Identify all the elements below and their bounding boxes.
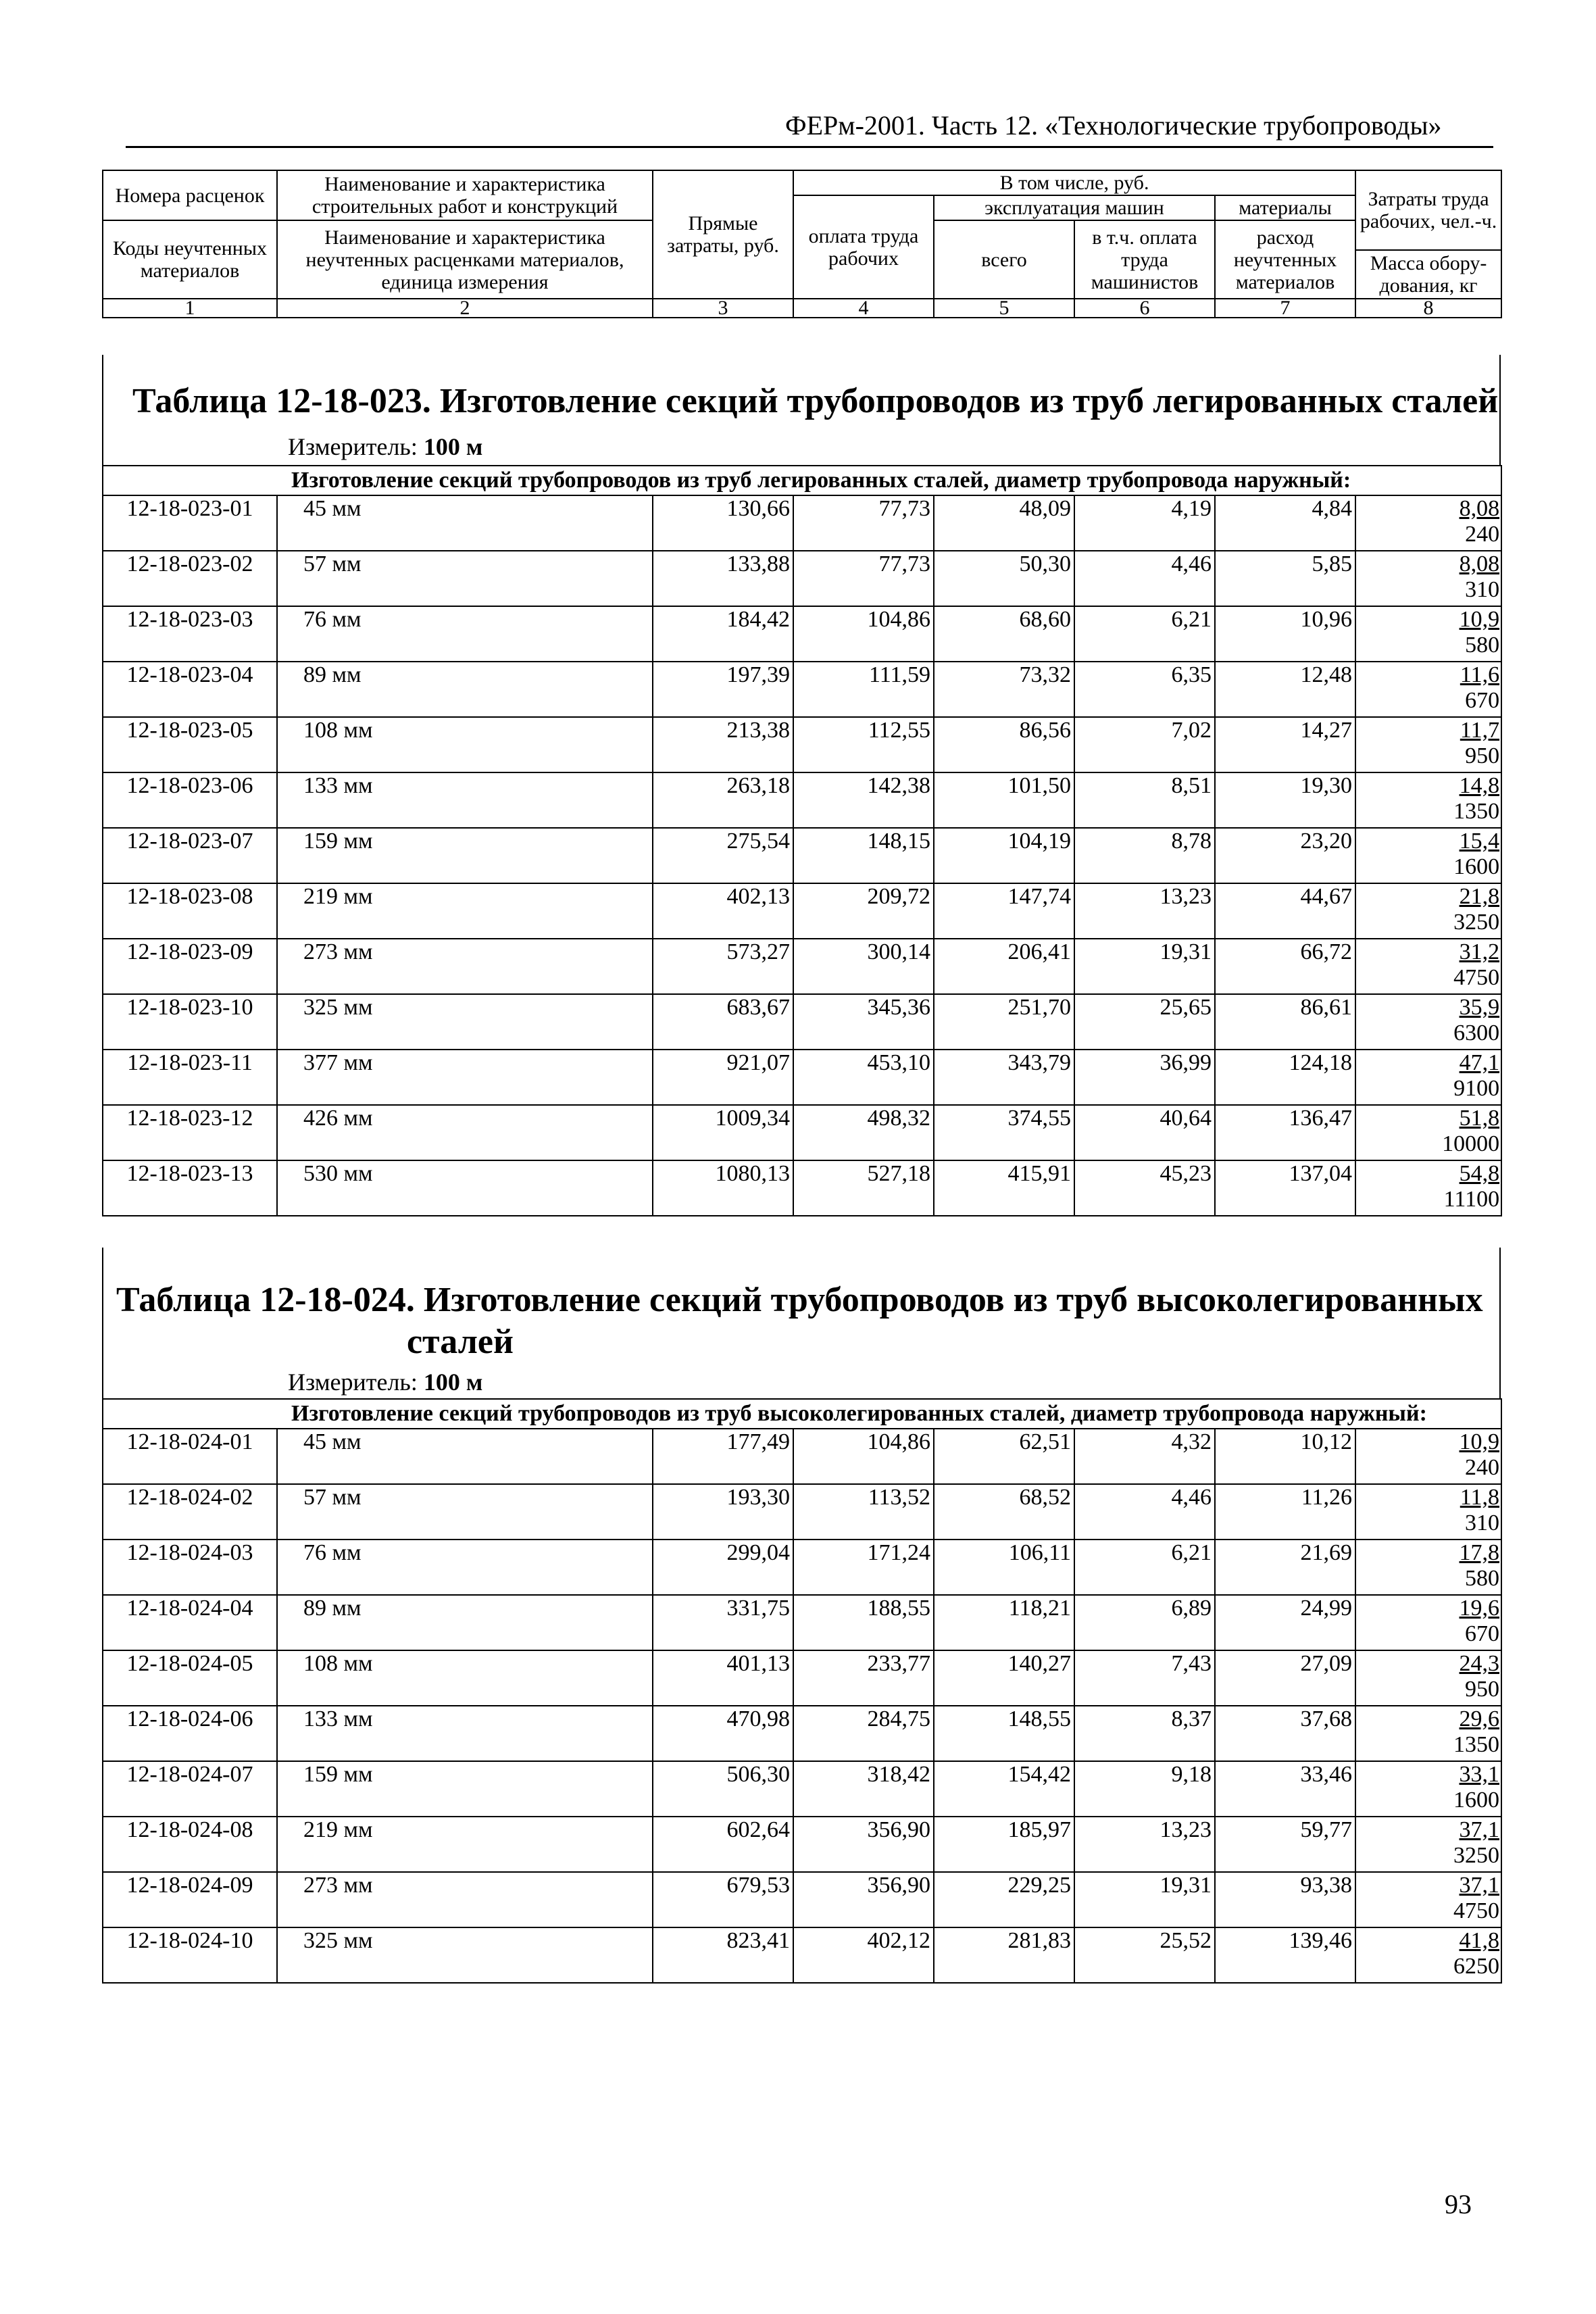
- machine-total: 147,74: [934, 883, 1074, 939]
- equipment-mass: 1600: [1453, 854, 1500, 879]
- header-labor-cost: Затраты труда рабочих, чел.-ч.: [1355, 170, 1501, 250]
- equipment-mass: 580: [1465, 1566, 1500, 1591]
- equipment-mass: 11100: [1443, 1187, 1500, 1212]
- labor-and-mass: [1355, 994, 1501, 1050]
- labor-hours: 17,8: [1459, 1540, 1500, 1565]
- labor-pay: 113,52: [793, 1484, 934, 1540]
- equipment-mass: 6250: [1453, 1954, 1500, 1979]
- materials-cost: 37,68: [1215, 1706, 1355, 1761]
- table-row: [103, 772, 1501, 828]
- table-row: [103, 1706, 1501, 1761]
- machine-total: 73,32: [934, 662, 1074, 717]
- measure-023: [288, 433, 482, 461]
- direct-cost: 1080,13: [653, 1160, 793, 1216]
- labor-and-mass: [1355, 1595, 1501, 1650]
- header-machinists-pay: в т.ч. оплата труда машинистов: [1074, 220, 1215, 299]
- direct-cost: 573,27: [653, 939, 793, 994]
- equipment-mass: 950: [1465, 1677, 1500, 1702]
- machine-total: 68,60: [934, 606, 1074, 662]
- col-num-4: 4: [793, 299, 934, 318]
- labor-and-mass: [1355, 1105, 1501, 1160]
- materials-cost: 5,85: [1215, 551, 1355, 606]
- work-name: 159 мм: [277, 828, 653, 883]
- materials-cost: 86,61: [1215, 994, 1355, 1050]
- machine-total: 206,41: [934, 939, 1074, 994]
- materials-cost: 44,67: [1215, 883, 1355, 939]
- direct-cost: 133,88: [653, 551, 793, 606]
- labor-hours: 37,1: [1459, 1873, 1500, 1898]
- labor-pay: 318,42: [793, 1761, 934, 1817]
- machinists-pay: 45,23: [1074, 1160, 1215, 1216]
- direct-cost: 402,13: [653, 883, 793, 939]
- labor-pay: 233,77: [793, 1650, 934, 1706]
- table-row: [103, 662, 1501, 717]
- equipment-mass: 310: [1465, 1510, 1500, 1535]
- materials-cost: 124,18: [1215, 1050, 1355, 1105]
- table-title-024-line1: Таблица 12-18-024. Изготовление секций трубопроводов из труб высоколегированных: [116, 1281, 1483, 1319]
- table-row: [103, 1484, 1501, 1540]
- header-work-name: Наименование и характеристика строительных работ и конструкций: [277, 170, 653, 220]
- rate-code: 12-18-023-13: [103, 1160, 277, 1216]
- labor-pay: 142,38: [793, 772, 934, 828]
- equipment-mass: 240: [1465, 522, 1500, 547]
- labor-and-mass: [1355, 1050, 1501, 1105]
- machinists-pay: 8,51: [1074, 772, 1215, 828]
- labor-hours: 8,08: [1459, 496, 1500, 521]
- table-row: [103, 551, 1501, 606]
- labor-hours: 37,1: [1459, 1817, 1500, 1842]
- equipment-mass: 6300: [1453, 1020, 1500, 1045]
- machinists-pay: 25,65: [1074, 994, 1215, 1050]
- materials-cost: 93,38: [1215, 1872, 1355, 1927]
- col-num-6: 6: [1074, 299, 1215, 318]
- header-machine-operation: эксплуатация машин: [934, 195, 1215, 220]
- labor-and-mass: [1355, 495, 1501, 551]
- labor-hours: 14,8: [1459, 773, 1500, 798]
- equipment-mass: 9100: [1453, 1076, 1500, 1101]
- col-num-5: 5: [934, 299, 1074, 318]
- labor-hours: 8,08: [1459, 551, 1500, 576]
- work-name: 76 мм: [277, 606, 653, 662]
- equipment-mass: 950: [1465, 743, 1500, 768]
- table-row: [103, 1429, 1501, 1484]
- work-name: 325 мм: [277, 1927, 653, 1983]
- labor-hours: 21,8: [1459, 884, 1500, 909]
- direct-cost: 679,53: [653, 1872, 793, 1927]
- equipment-mass: 1350: [1453, 1732, 1500, 1757]
- machinists-pay: 40,64: [1074, 1105, 1215, 1160]
- labor-and-mass: [1355, 551, 1501, 606]
- machinists-pay: 25,52: [1074, 1927, 1215, 1983]
- direct-cost: 401,13: [653, 1650, 793, 1706]
- rate-code: 12-18-023-11: [103, 1050, 277, 1105]
- machine-total: 343,79: [934, 1050, 1074, 1105]
- materials-cost: 139,46: [1215, 1927, 1355, 1983]
- rate-code: 12-18-023-09: [103, 939, 277, 994]
- labor-hours: 11,7: [1460, 718, 1500, 743]
- table-row: [103, 606, 1501, 662]
- work-name: 219 мм: [277, 1817, 653, 1872]
- materials-cost: 66,72: [1215, 939, 1355, 994]
- labor-pay: 104,86: [793, 1429, 934, 1484]
- equipment-mass: 3250: [1453, 910, 1500, 935]
- rate-code: 12-18-024-04: [103, 1595, 277, 1650]
- work-name: 89 мм: [277, 662, 653, 717]
- machinists-pay: 4,32: [1074, 1429, 1215, 1484]
- direct-cost: 921,07: [653, 1050, 793, 1105]
- direct-cost: 184,42: [653, 606, 793, 662]
- machine-total: 185,97: [934, 1817, 1074, 1872]
- machinists-pay: 36,99: [1074, 1050, 1215, 1105]
- work-name: 108 мм: [277, 717, 653, 772]
- labor-pay: 104,86: [793, 606, 934, 662]
- labor-and-mass: [1355, 662, 1501, 717]
- direct-cost: 506,30: [653, 1761, 793, 1817]
- materials-cost: 19,30: [1215, 772, 1355, 828]
- labor-hours: 33,1: [1459, 1762, 1500, 1787]
- equipment-mass: 670: [1465, 1621, 1500, 1646]
- machine-total: 118,21: [934, 1595, 1074, 1650]
- table-title-024-line2: сталей: [407, 1323, 514, 1361]
- labor-hours: 41,8: [1459, 1928, 1500, 1953]
- col-num-7: 7: [1215, 299, 1355, 318]
- measure-label: Измеритель:: [288, 433, 424, 460]
- labor-hours: 47,1: [1459, 1050, 1500, 1075]
- labor-and-mass: [1355, 606, 1501, 662]
- machinists-pay: 13,23: [1074, 883, 1215, 939]
- table-title-024: [116, 1279, 1483, 1363]
- labor-and-mass: [1355, 828, 1501, 883]
- machine-total: 101,50: [934, 772, 1074, 828]
- table-row: [103, 1650, 1501, 1706]
- table-row: [103, 717, 1501, 772]
- equipment-mass: 3250: [1453, 1843, 1500, 1868]
- machine-total: 48,09: [934, 495, 1074, 551]
- machinists-pay: 8,78: [1074, 828, 1215, 883]
- rate-code: 12-18-023-07: [103, 828, 277, 883]
- rate-code: 12-18-023-04: [103, 662, 277, 717]
- materials-cost: 21,69: [1215, 1540, 1355, 1595]
- table-row: [103, 1595, 1501, 1650]
- rate-code: 12-18-024-05: [103, 1650, 277, 1706]
- labor-hours: 11,8: [1460, 1485, 1500, 1510]
- rates-table-024: [102, 1398, 1502, 1984]
- labor-pay: 453,10: [793, 1050, 934, 1105]
- rate-code: 12-18-023-12: [103, 1105, 277, 1160]
- labor-hours: 31,2: [1459, 939, 1500, 964]
- machinists-pay: 19,31: [1074, 1872, 1215, 1927]
- materials-cost: 11,26: [1215, 1484, 1355, 1540]
- machinists-pay: 4,46: [1074, 1484, 1215, 1540]
- col-num-2: 2: [277, 299, 653, 318]
- column-header-table: [102, 170, 1502, 318]
- header-labor-pay: оплата труда рабочих: [793, 195, 934, 299]
- equipment-mass: 1350: [1453, 799, 1500, 824]
- equipment-mass: 670: [1465, 688, 1500, 713]
- work-name: 377 мм: [277, 1050, 653, 1105]
- work-name: 45 мм: [277, 495, 653, 551]
- labor-and-mass: [1355, 717, 1501, 772]
- machinists-pay: 8,37: [1074, 1706, 1215, 1761]
- header-direct-costs: Прямые затраты, руб.: [653, 170, 793, 299]
- labor-hours: 54,8: [1459, 1161, 1500, 1186]
- labor-and-mass: [1355, 772, 1501, 828]
- table-row: [103, 1050, 1501, 1105]
- work-name: 325 мм: [277, 994, 653, 1050]
- labor-pay: 188,55: [793, 1595, 934, 1650]
- rate-code: 12-18-024-02: [103, 1484, 277, 1540]
- machine-total: 154,42: [934, 1761, 1074, 1817]
- machine-total: 104,19: [934, 828, 1074, 883]
- labor-and-mass: [1355, 1927, 1501, 1983]
- labor-pay: 112,55: [793, 717, 934, 772]
- labor-pay: 356,90: [793, 1817, 934, 1872]
- direct-cost: 470,98: [653, 1706, 793, 1761]
- machinists-pay: 4,19: [1074, 495, 1215, 551]
- machine-total: 86,56: [934, 717, 1074, 772]
- direct-cost: 213,38: [653, 717, 793, 772]
- machine-total: 62,51: [934, 1429, 1074, 1484]
- materials-cost: 59,77: [1215, 1817, 1355, 1872]
- equipment-mass: 580: [1465, 633, 1500, 658]
- direct-cost: 299,04: [653, 1540, 793, 1595]
- machine-total: 415,91: [934, 1160, 1074, 1216]
- machine-total: 251,70: [934, 994, 1074, 1050]
- table-caption: Изготовление секций трубопроводов из труб легированных сталей, диаметр трубопровода наружный:: [103, 466, 1501, 495]
- labor-and-mass: [1355, 1872, 1501, 1927]
- machinists-pay: 4,46: [1074, 551, 1215, 606]
- work-name: 530 мм: [277, 1160, 653, 1216]
- rate-code: 12-18-024-09: [103, 1872, 277, 1927]
- labor-pay: 345,36: [793, 994, 934, 1050]
- machine-total: 229,25: [934, 1872, 1074, 1927]
- work-name: 45 мм: [277, 1429, 653, 1484]
- work-name: 133 мм: [277, 772, 653, 828]
- header-materials: материалы: [1215, 195, 1355, 220]
- direct-cost: 275,54: [653, 828, 793, 883]
- col-num-1: 1: [103, 299, 277, 318]
- machinists-pay: 6,89: [1074, 1595, 1215, 1650]
- equipment-mass: 10000: [1442, 1131, 1500, 1156]
- direct-cost: 193,30: [653, 1484, 793, 1540]
- table-row: [103, 828, 1501, 883]
- table-caption: Изготовление секций трубопроводов из труб высоколегированных сталей, диаметр трубопровода наружный:: [103, 1399, 1501, 1429]
- labor-and-mass: [1355, 1160, 1501, 1216]
- labor-and-mass: [1355, 1650, 1501, 1706]
- labor-and-mass: [1355, 1761, 1501, 1817]
- header-material-codes: Коды неучтенных материалов: [103, 220, 277, 299]
- machinists-pay: 7,43: [1074, 1650, 1215, 1706]
- materials-cost: 12,48: [1215, 662, 1355, 717]
- equipment-mass: 310: [1465, 577, 1500, 602]
- labor-pay: 527,18: [793, 1160, 934, 1216]
- measure-024: [288, 1368, 482, 1396]
- materials-cost: 24,99: [1215, 1595, 1355, 1650]
- labor-pay: 300,14: [793, 939, 934, 994]
- rate-code: 12-18-024-01: [103, 1429, 277, 1484]
- work-name: 273 мм: [277, 939, 653, 994]
- work-name: 108 мм: [277, 1650, 653, 1706]
- col-num-3: 3: [653, 299, 793, 318]
- work-name: 89 мм: [277, 1595, 653, 1650]
- work-name: 133 мм: [277, 1706, 653, 1761]
- direct-cost: 331,75: [653, 1595, 793, 1650]
- table-row: [103, 1817, 1501, 1872]
- labor-hours: 10,9: [1459, 607, 1500, 632]
- equipment-mass: 4750: [1453, 965, 1500, 990]
- labor-and-mass: [1355, 1484, 1501, 1540]
- equipment-mass: 240: [1465, 1455, 1500, 1480]
- table-row: [103, 1160, 1501, 1216]
- direct-cost: 602,64: [653, 1817, 793, 1872]
- labor-pay: 356,90: [793, 1872, 934, 1927]
- header-including: В том числе, руб.: [793, 170, 1355, 195]
- work-name: 219 мм: [277, 883, 653, 939]
- rate-code: 12-18-023-08: [103, 883, 277, 939]
- labor-pay: 498,32: [793, 1105, 934, 1160]
- table-row: [103, 1540, 1501, 1595]
- direct-cost: 823,41: [653, 1927, 793, 1983]
- rate-code: 12-18-024-07: [103, 1761, 277, 1817]
- header-rate-numbers: Номера расценок: [103, 170, 277, 220]
- rate-code: 12-18-023-05: [103, 717, 277, 772]
- rate-code: 12-18-023-06: [103, 772, 277, 828]
- page-number: 93: [1445, 2189, 1472, 2219]
- labor-hours: 35,9: [1459, 995, 1500, 1020]
- rate-code: 12-18-023-02: [103, 551, 277, 606]
- machine-total: 148,55: [934, 1706, 1074, 1761]
- table-row: [103, 1105, 1501, 1160]
- header-equipment-mass: Масса обору-дования, кг: [1355, 250, 1501, 299]
- materials-cost: 14,27: [1215, 717, 1355, 772]
- labor-pay: 77,73: [793, 495, 934, 551]
- labor-and-mass: [1355, 1817, 1501, 1872]
- machine-total: 374,55: [934, 1105, 1074, 1160]
- table-row: [103, 495, 1501, 551]
- rate-code: 12-18-024-06: [103, 1706, 277, 1761]
- machine-total: 106,11: [934, 1540, 1074, 1595]
- labor-hours: 10,9: [1459, 1429, 1500, 1454]
- col-num-8: 8: [1355, 299, 1501, 318]
- materials-cost: 4,84: [1215, 495, 1355, 551]
- direct-cost: 683,67: [653, 994, 793, 1050]
- labor-and-mass: [1355, 1540, 1501, 1595]
- labor-hours: 15,4: [1459, 829, 1500, 854]
- materials-cost: 33,46: [1215, 1761, 1355, 1817]
- materials-cost: 136,47: [1215, 1105, 1355, 1160]
- table-title-023: Таблица 12-18-023. Изготовление секций трубопроводов из труб легированных сталей: [132, 382, 1499, 420]
- direct-cost: 1009,34: [653, 1105, 793, 1160]
- work-name: 159 мм: [277, 1761, 653, 1817]
- machine-total: 68,52: [934, 1484, 1074, 1540]
- materials-cost: 10,12: [1215, 1429, 1355, 1484]
- machine-total: 50,30: [934, 551, 1074, 606]
- rate-code: 12-18-024-10: [103, 1927, 277, 1983]
- rates-table-023: [102, 465, 1502, 1216]
- direct-cost: 197,39: [653, 662, 793, 717]
- rate-code: 12-18-024-03: [103, 1540, 277, 1595]
- materials-cost: 137,04: [1215, 1160, 1355, 1216]
- materials-cost: 27,09: [1215, 1650, 1355, 1706]
- work-name: 57 мм: [277, 551, 653, 606]
- measure-value: 100 м: [423, 1369, 483, 1396]
- equipment-mass: 1600: [1453, 1788, 1500, 1813]
- table-row: [103, 1872, 1501, 1927]
- table-row: [103, 994, 1501, 1050]
- machinists-pay: 9,18: [1074, 1761, 1215, 1817]
- labor-pay: 171,24: [793, 1540, 934, 1595]
- equipment-mass: 4750: [1453, 1898, 1500, 1923]
- labor-and-mass: [1355, 1706, 1501, 1761]
- machinists-pay: 7,02: [1074, 717, 1215, 772]
- table-row: [103, 1761, 1501, 1817]
- labor-pay: 209,72: [793, 883, 934, 939]
- machinists-pay: 13,23: [1074, 1817, 1215, 1872]
- work-name: 426 мм: [277, 1105, 653, 1160]
- rate-code: 12-18-023-03: [103, 606, 277, 662]
- labor-hours: 29,6: [1459, 1706, 1500, 1731]
- materials-cost: 23,20: [1215, 828, 1355, 883]
- labor-and-mass: [1355, 939, 1501, 994]
- work-name: 57 мм: [277, 1484, 653, 1540]
- header-machine-total: всего: [934, 220, 1074, 299]
- header-rule: [126, 146, 1493, 148]
- machine-total: 140,27: [934, 1650, 1074, 1706]
- machinists-pay: 6,21: [1074, 1540, 1215, 1595]
- rate-code: 12-18-024-08: [103, 1817, 277, 1872]
- machine-total: 281,83: [934, 1927, 1074, 1983]
- work-name: 76 мм: [277, 1540, 653, 1595]
- rate-code: 12-18-023-10: [103, 994, 277, 1050]
- labor-pay: 77,73: [793, 551, 934, 606]
- direct-cost: 263,18: [653, 772, 793, 828]
- labor-hours: 19,6: [1459, 1596, 1500, 1621]
- measure-value: 100 м: [423, 433, 483, 460]
- materials-cost: 10,96: [1215, 606, 1355, 662]
- running-head: ФЕРм-2001. Часть 12. «Технологические трубопроводы»: [785, 110, 1442, 141]
- labor-hours: 51,8: [1459, 1106, 1500, 1131]
- measure-label: Измеритель:: [288, 1369, 424, 1396]
- labor-pay: 111,59: [793, 662, 934, 717]
- table-row: [103, 883, 1501, 939]
- labor-pay: 284,75: [793, 1706, 934, 1761]
- machinists-pay: 6,21: [1074, 606, 1215, 662]
- labor-hours: 11,6: [1460, 662, 1500, 687]
- labor-and-mass: [1355, 883, 1501, 939]
- direct-cost: 177,49: [653, 1429, 793, 1484]
- labor-pay: 402,12: [793, 1927, 934, 1983]
- work-name: 273 мм: [277, 1872, 653, 1927]
- labor-and-mass: [1355, 1429, 1501, 1484]
- direct-cost: 130,66: [653, 495, 793, 551]
- labor-pay: 148,15: [793, 828, 934, 883]
- table-row: [103, 1927, 1501, 1983]
- header-unaccounted-materials: расход неучтенных материалов: [1215, 220, 1355, 299]
- machinists-pay: 6,35: [1074, 662, 1215, 717]
- table-row: [103, 939, 1501, 994]
- labor-hours: 24,3: [1459, 1651, 1500, 1676]
- machinists-pay: 19,31: [1074, 939, 1215, 994]
- header-material-name: Наименование и характеристика неучтенных расценками материалов, единица измерения: [277, 220, 653, 299]
- rate-code: 12-18-023-01: [103, 495, 277, 551]
